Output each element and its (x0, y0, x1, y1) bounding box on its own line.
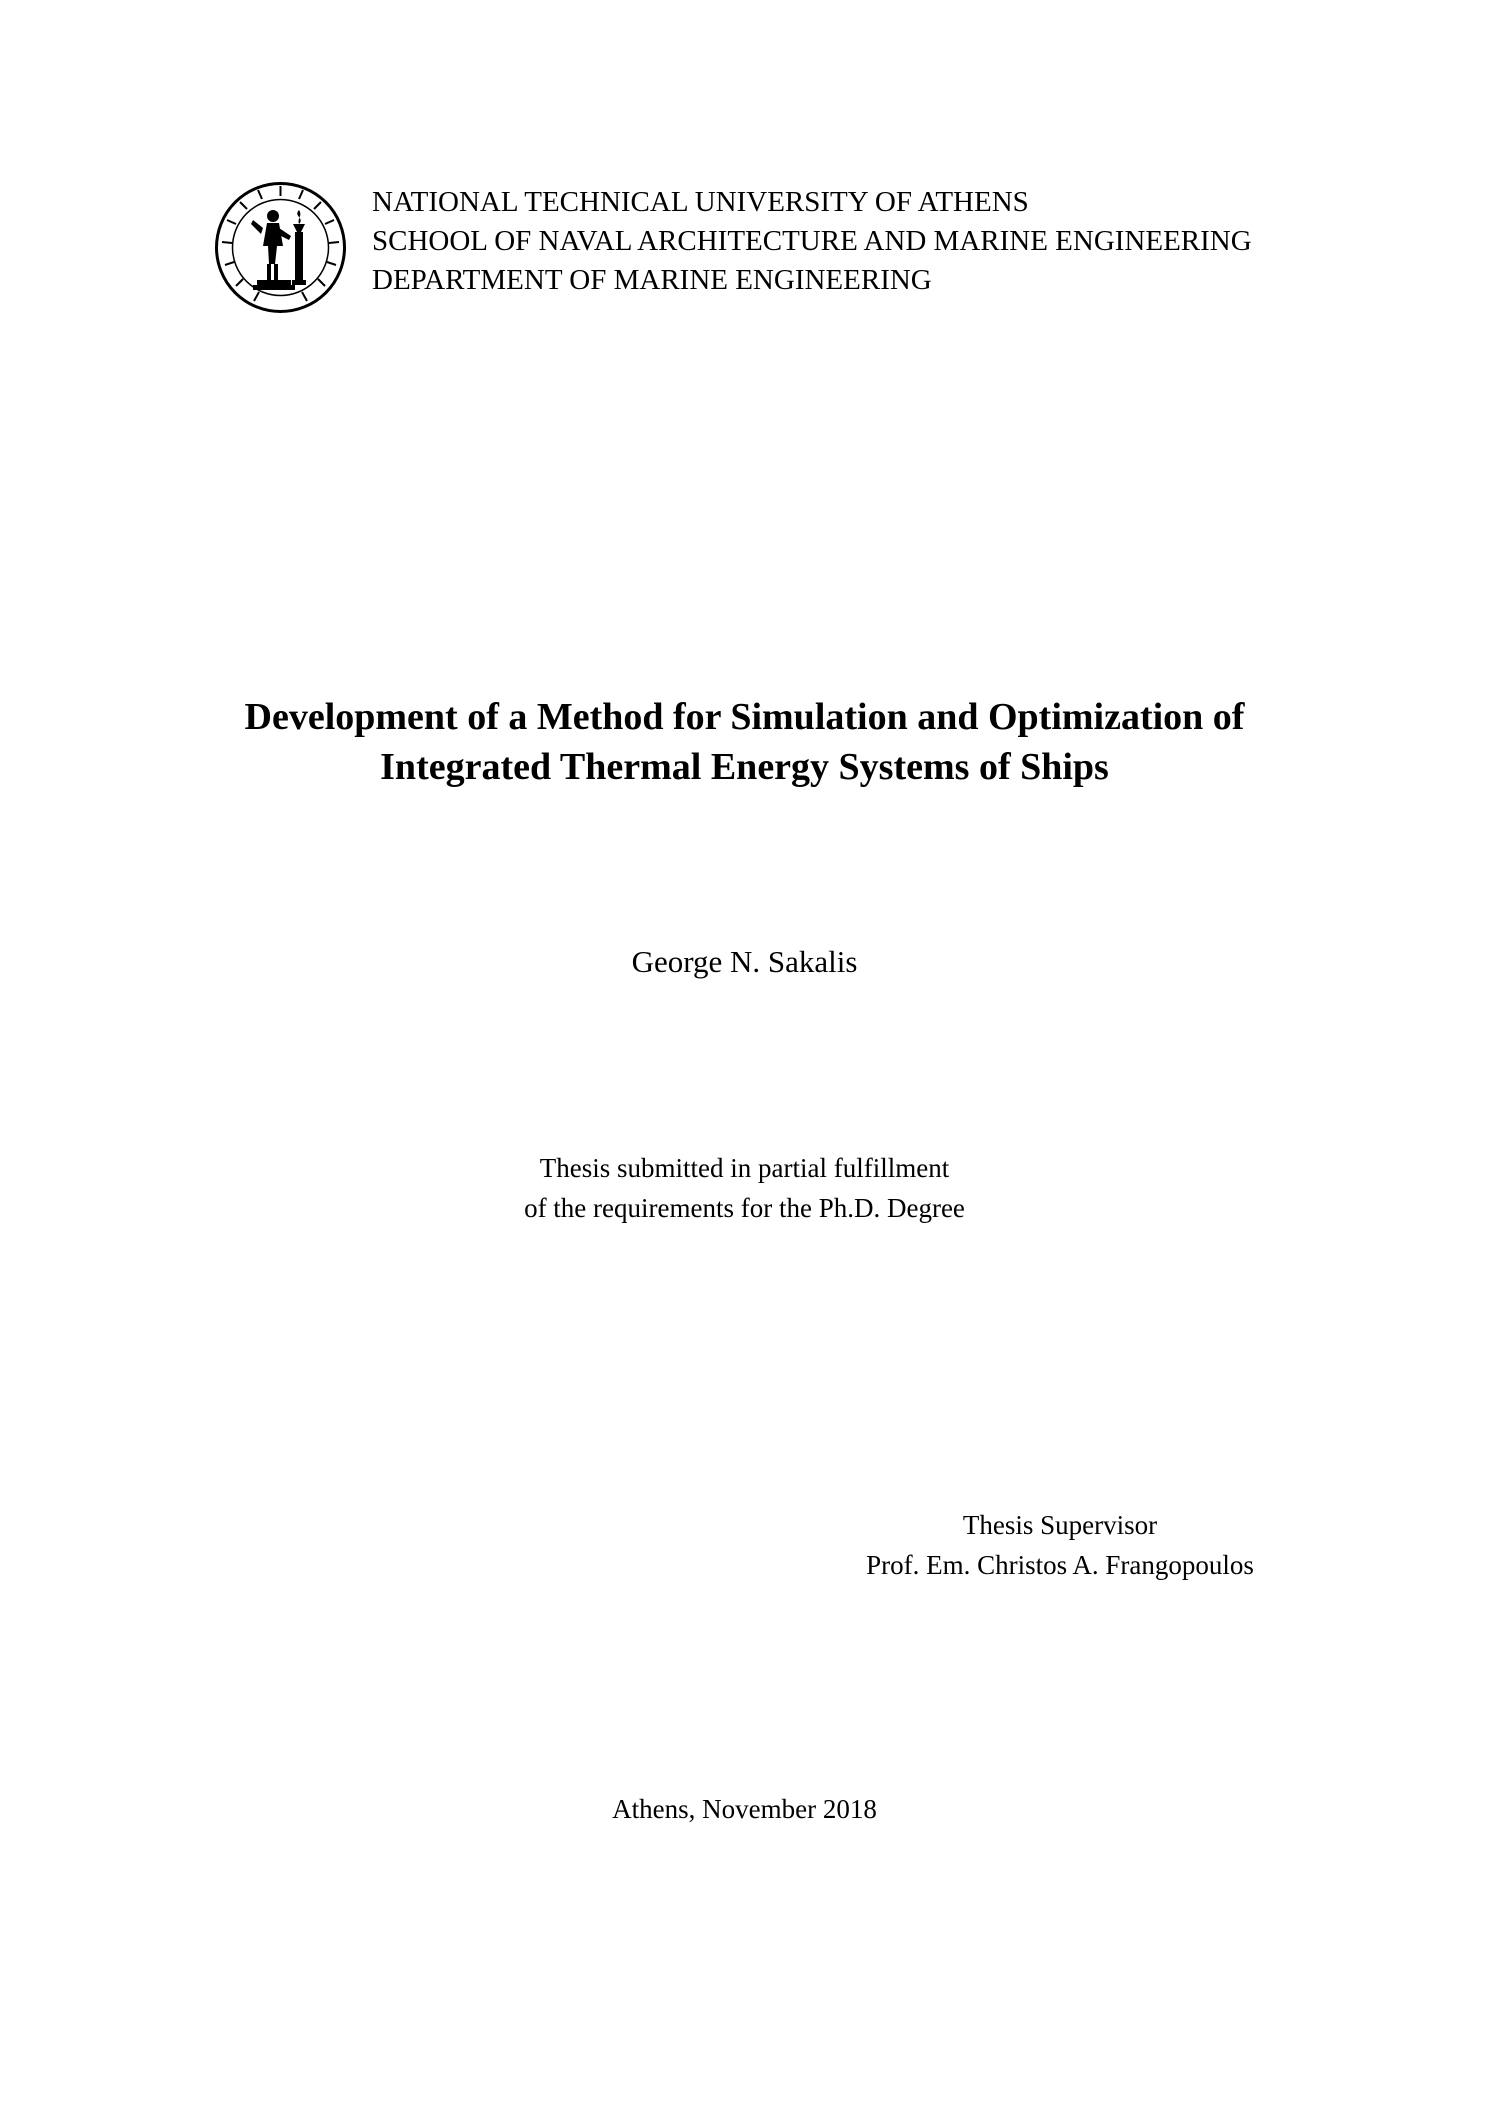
submission-statement (0, 1148, 1489, 1228)
author-name: George N. Sakalis (631, 944, 858, 979)
thesis-title-line-1: Development of a Method for Simulation and Optimization of (244, 696, 1245, 738)
supervisor-name: Prof. Em. Christos A. Frangopoulos (866, 1550, 1254, 1580)
school-name: SCHOOL OF NAVAL ARCHITECTURE AND MARINE ENGINEERING (372, 225, 1252, 257)
submission-statement-line-1: Thesis submitted in partial fulfillment (539, 1153, 950, 1183)
submission-statement-line-2: of the requirements for the Ph.D. Degree (524, 1193, 965, 1223)
supervisor-block (740, 1505, 1380, 1585)
place-and-date: Athens, November 2018 (612, 1794, 877, 1824)
thesis-title-line-2: Integrated Thermal Energy Systems of Ships (380, 746, 1109, 788)
supervisor-label: Thesis Supervisor (962, 1510, 1158, 1540)
department-name: DEPARTMENT OF MARINE ENGINEERING (372, 264, 932, 296)
university-name: NATIONAL TECHNICAL UNIVERSITY OF ATHENS (372, 186, 1029, 218)
university-seal-icon (213, 180, 348, 315)
institution-header (372, 183, 1252, 300)
thesis-title (0, 692, 1489, 792)
